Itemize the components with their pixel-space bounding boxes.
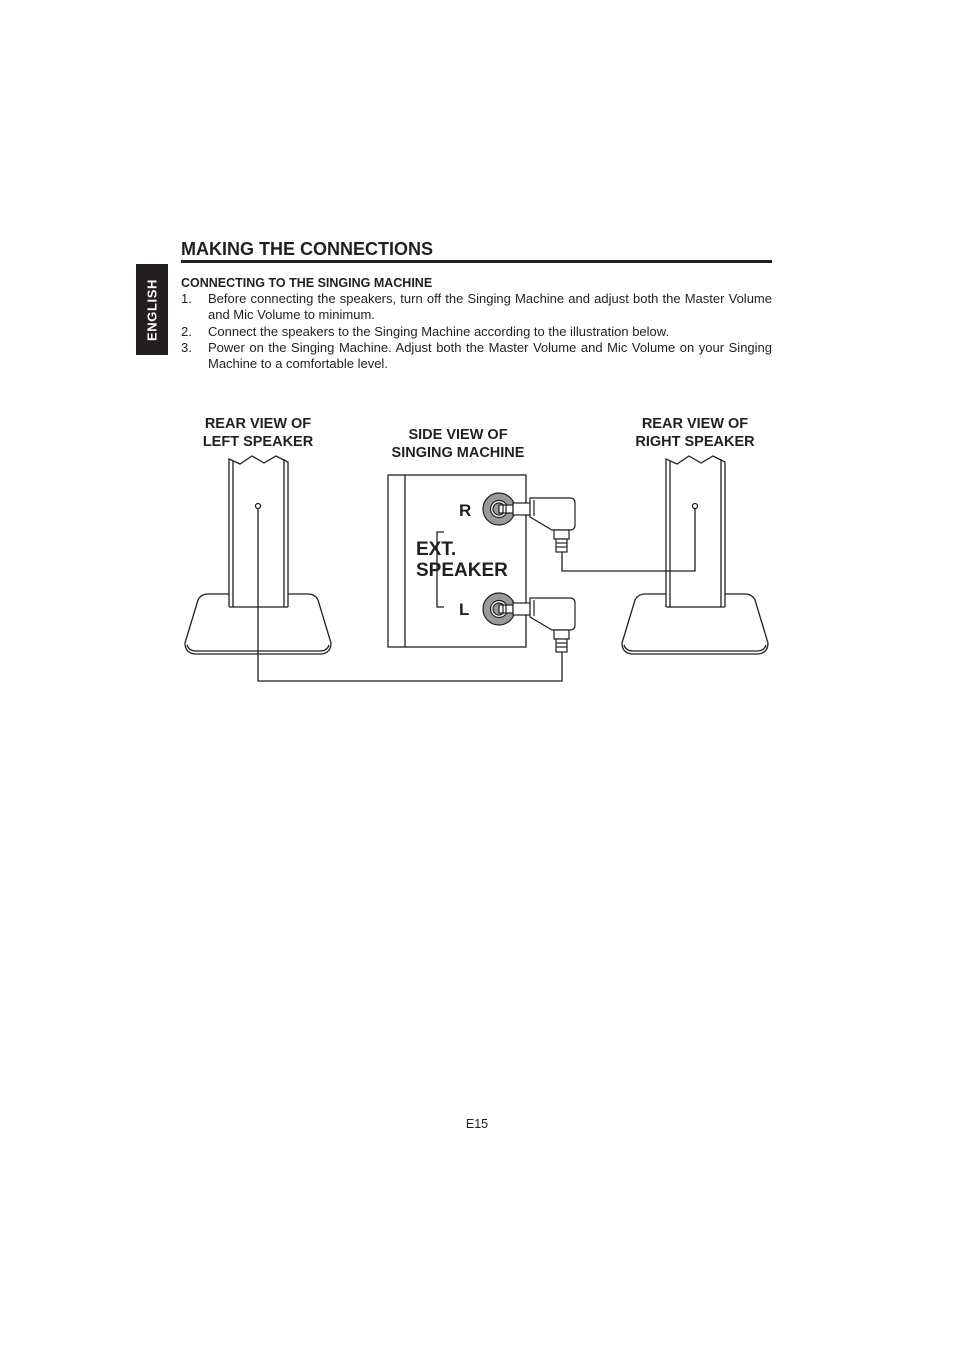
left-speaker-jack [256, 504, 261, 509]
page-number: E15 [465, 1117, 489, 1131]
step-number: 3. [181, 339, 192, 355]
step-text: Power on the Singing Machine. Adjust both the Master Volume and Mic Volume on your Singing Machine to a comfortable level. [208, 339, 772, 372]
section-title: MAKING THE CONNECTIONS [181, 239, 433, 259]
step-text: Before connecting the speakers, turn off the Singing Machine and adjust both the Master Volume and Mic Volume to minimum. [208, 291, 772, 323]
language-tab-label: ENGLISH [144, 278, 160, 341]
step-number: 1. [181, 291, 192, 306]
sub-title: CONNECTING TO THE SINGING MACHINE [181, 276, 433, 290]
machine-label-line2: SINGING MACHINE [391, 445, 525, 461]
jack-label-r: R [459, 501, 472, 520]
ext-speaker-label-line1: EXT. [416, 539, 457, 560]
jack-label-l: L [459, 600, 470, 619]
right-speaker-label-line2: RIGHT SPEAKER [635, 434, 755, 450]
step-text: Connect the speakers to the Singing Machine according to the illustration below. [208, 323, 670, 339]
right-speaker-jack [693, 504, 698, 509]
left-speaker-label-line2: LEFT SPEAKER [202, 434, 314, 450]
step-number: 2. [181, 323, 192, 339]
left-speaker-label-line1: REAR VIEW OF [204, 416, 312, 432]
ext-speaker-label-line2: SPEAKER [416, 560, 508, 581]
machine-label-line1: SIDE VIEW OF [408, 427, 508, 443]
right-speaker-label-line1: REAR VIEW OF [641, 416, 749, 432]
